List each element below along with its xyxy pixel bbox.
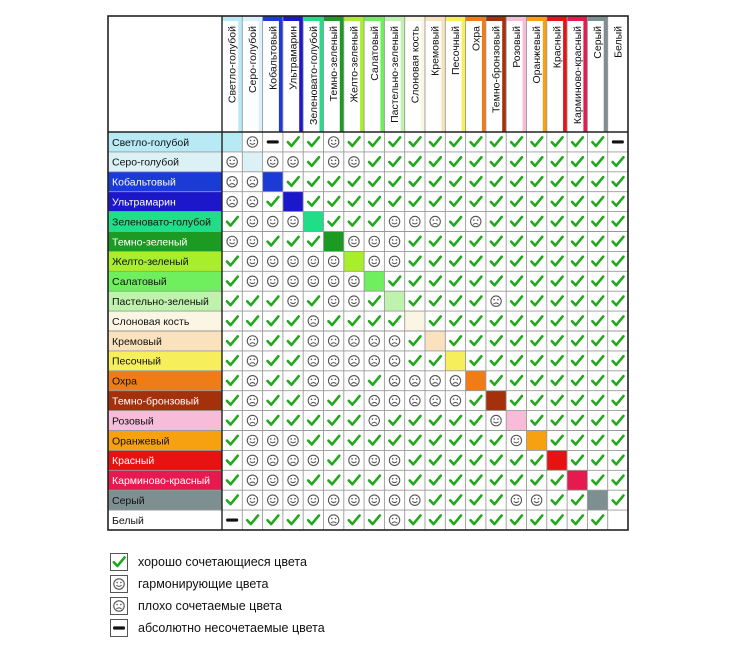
legend-label-poor: плохо сочетаемые цвета: [138, 599, 282, 613]
legend-row-incompatible: [110, 617, 450, 639]
row-header-label: Кобальтовый: [112, 176, 176, 189]
cell-smile-icon: [288, 495, 298, 505]
cell-smile-icon: [247, 256, 257, 266]
diagonal-cell: [242, 152, 262, 172]
cell-smile-icon: [389, 455, 399, 465]
diagonal-cell: [506, 411, 526, 431]
column-color-swatch: [238, 16, 242, 132]
cell-smile-icon: [389, 475, 399, 485]
cell-frown-icon: [227, 196, 237, 206]
cell-smile-icon: [288, 216, 298, 226]
cell-smile-icon: [288, 435, 298, 445]
row-header-label: Зеленовато-голубой: [112, 216, 211, 229]
row-header-label: Розовый: [112, 415, 154, 428]
cell-smile-icon: [247, 435, 257, 445]
cell-frown-icon: [308, 356, 318, 366]
column-color-swatch: [604, 16, 608, 132]
column-header-label: Темно-бронзовый: [490, 26, 503, 114]
cell-dash-icon: [267, 140, 279, 143]
column-header-label: Желто-зеленый: [348, 26, 361, 103]
cell-smile-icon: [349, 236, 359, 246]
diagonal-cell: [324, 232, 344, 252]
cell-smile-icon: [328, 137, 338, 147]
cell-frown-icon: [247, 356, 257, 366]
smile-face-icon-graphic: [111, 576, 127, 592]
row-header-label: Слоновая кость: [112, 315, 190, 328]
row-header-label: Охра: [112, 375, 137, 388]
cell-smile-icon: [349, 495, 359, 505]
column-header-label: Зеленовато-голубой: [307, 26, 320, 125]
column-color-swatch: [380, 16, 384, 132]
cell-smile-icon: [328, 256, 338, 266]
dash-icon: [110, 619, 128, 637]
cell-frown-icon: [410, 395, 420, 405]
column-header-label: Серо-голубой: [246, 26, 259, 94]
diagonal-cell: [466, 371, 486, 391]
cell-frown-icon: [288, 455, 298, 465]
column-color-swatch: [543, 16, 547, 132]
cell-frown-icon: [471, 216, 481, 226]
cell-frown-icon: [430, 376, 440, 386]
diagonal-cell: [364, 271, 384, 291]
cell-frown-icon: [430, 395, 440, 405]
column-color-swatch: [279, 16, 283, 132]
diagonal-cell: [587, 490, 607, 510]
column-color-swatch: [421, 16, 425, 132]
cell-frown-icon: [450, 376, 460, 386]
cell-frown-icon: [389, 515, 399, 525]
cell-frown-icon: [328, 515, 338, 525]
column-header-label: Белый: [612, 26, 625, 58]
legend-label-good: хорошо сочетающиеся цвета: [138, 555, 307, 569]
column-header-label: Охра: [470, 26, 483, 51]
cell-smile-icon: [389, 216, 399, 226]
row-header-label: Серый: [112, 494, 145, 507]
cell-smile-icon: [247, 216, 257, 226]
column-header-label: Пастельно-зеленый: [389, 26, 402, 123]
cell-frown-icon: [328, 336, 338, 346]
cell-frown-icon: [389, 395, 399, 405]
cell-frown-icon: [247, 475, 257, 485]
check-icon: [110, 553, 128, 571]
legend-label-harmonious: гармонирующие цвета: [138, 577, 269, 591]
row-header-label: Красный: [112, 455, 155, 468]
row-header-label: Кремовый: [112, 335, 162, 348]
cell-smile-icon: [328, 495, 338, 505]
cell-frown-icon: [349, 356, 359, 366]
cell-smile-icon: [410, 216, 420, 226]
cell-frown-icon: [247, 395, 257, 405]
diagonal-cell: [344, 251, 364, 271]
cell-smile-icon: [531, 495, 541, 505]
diagonal-cell: [527, 431, 547, 451]
cell-frown-icon: [369, 356, 379, 366]
cell-smile-icon: [369, 455, 379, 465]
legend-row-harmonious: [110, 573, 450, 595]
row-header-label: Салатовый: [112, 276, 167, 289]
column-color-swatch: [502, 16, 506, 132]
cell-smile-icon: [491, 415, 501, 425]
column-color-swatch: [441, 16, 445, 132]
legend-label-incompatible: абсолютно несочетаемые цвета: [138, 621, 325, 635]
column-color-swatch: [523, 16, 527, 132]
column-header-label: Светло-голубой: [226, 26, 239, 104]
diagonal-cell: [384, 291, 404, 311]
cell-smile-icon: [369, 495, 379, 505]
column-header-label: Оранжевый: [531, 26, 544, 84]
dash-icon-graphic: [111, 620, 127, 636]
cell-smile-icon: [308, 276, 318, 286]
column-header-label: Ультрамарин: [287, 26, 300, 90]
column-header-label: Розовый: [510, 26, 523, 68]
cell-frown-icon: [369, 336, 379, 346]
column-header-label: Песочный: [449, 26, 462, 76]
cell-frown-icon: [227, 177, 237, 187]
cell-dash-icon: [612, 140, 624, 143]
diagonal-cell: [547, 450, 567, 470]
cell-frown-icon: [450, 395, 460, 405]
cell-frown-icon: [349, 336, 359, 346]
column-header-label: Серый: [592, 26, 605, 59]
cell-smile-icon: [268, 276, 278, 286]
cell-smile-icon: [308, 455, 318, 465]
cell-smile-icon: [349, 296, 359, 306]
column-color-swatch: [462, 16, 466, 132]
cell-smile-icon: [308, 256, 318, 266]
cell-smile-icon: [389, 236, 399, 246]
cell-smile-icon: [247, 276, 257, 286]
row-header-label: Желто-зеленый: [112, 256, 189, 269]
diagonal-cell: [425, 331, 445, 351]
cell-smile-icon: [268, 157, 278, 167]
cell-frown-icon: [389, 376, 399, 386]
cell-smile-icon: [288, 157, 298, 167]
legend-row-good: [110, 551, 450, 573]
cell-smile-icon: [389, 495, 399, 505]
cell-smile-icon: [268, 216, 278, 226]
cell-frown-icon: [308, 316, 318, 326]
cell-smile-icon: [349, 157, 359, 167]
cell-smile-icon: [349, 455, 359, 465]
cell-frown-icon: [308, 395, 318, 405]
smile-face-icon: [110, 575, 128, 593]
column-header-label: Карминово-красный: [571, 26, 584, 125]
cell-frown-icon: [308, 376, 318, 386]
column-header-label: Красный: [551, 26, 564, 69]
cell-smile-icon: [227, 157, 237, 167]
cell-frown-icon: [328, 376, 338, 386]
cell-smile-icon: [369, 236, 379, 246]
check-icon-graphic: [111, 554, 127, 570]
cell-smile-icon: [511, 495, 521, 505]
cell-smile-icon: [288, 256, 298, 266]
column-color-swatch: [583, 16, 587, 132]
cell-smile-icon: [247, 236, 257, 246]
row-header-label: Темно-бронзовый: [112, 395, 200, 408]
cell-frown-icon: [328, 356, 338, 366]
cell-smile-icon: [349, 276, 359, 286]
diagonal-cell: [608, 510, 628, 530]
diagonal-cell: [222, 132, 242, 152]
diagonal-cell: [445, 351, 465, 371]
row-header-label: Пастельно-зеленый: [112, 295, 209, 308]
row-header-label: Ультрамарин: [112, 196, 176, 209]
row-header-label: Оранжевый: [112, 435, 170, 448]
cell-frown-icon: [308, 336, 318, 346]
cell-frown-icon: [389, 336, 399, 346]
cell-smile-icon: [268, 435, 278, 445]
column-header-label: Салатовый: [368, 26, 381, 81]
row-header-label: Серо-голубой: [112, 156, 180, 169]
column-color-swatch: [482, 16, 486, 132]
cell-frown-icon: [247, 177, 257, 187]
diagonal-cell: [486, 391, 506, 411]
diagonal-cell: [567, 470, 587, 490]
cell-frown-icon: [430, 216, 440, 226]
cell-smile-icon: [511, 435, 521, 445]
cell-frown-icon: [247, 376, 257, 386]
cell-smile-icon: [288, 296, 298, 306]
row-header-label: Песочный: [112, 355, 162, 368]
frown-face-icon: [110, 597, 128, 615]
cell-smile-icon: [268, 495, 278, 505]
cell-frown-icon: [268, 455, 278, 465]
column-color-swatch: [563, 16, 567, 132]
cell-frown-icon: [410, 376, 420, 386]
cell-smile-icon: [328, 157, 338, 167]
cell-smile-icon: [328, 296, 338, 306]
cell-smile-icon: [247, 455, 257, 465]
cell-smile-icon: [308, 495, 318, 505]
cell-smile-icon: [369, 256, 379, 266]
row-header-label: Белый: [112, 514, 144, 527]
cell-frown-icon: [389, 356, 399, 366]
cell-smile-icon: [328, 276, 338, 286]
frown-face-icon-graphic: [111, 598, 127, 614]
cell-smile-icon: [288, 276, 298, 286]
cell-dash-icon: [226, 518, 238, 521]
cell-frown-icon: [491, 296, 501, 306]
row-header-label: Светло-голубой: [112, 136, 190, 149]
cell-smile-icon: [247, 495, 257, 505]
cell-smile-icon: [410, 495, 420, 505]
column-color-swatch: [320, 16, 324, 132]
row-header-label: Темно-зеленый: [112, 236, 188, 249]
column-header-label: Кобальтовый: [267, 26, 280, 90]
cell-frown-icon: [369, 415, 379, 425]
column-header-label: Кремовый: [429, 26, 442, 76]
column-color-swatch: [259, 16, 263, 132]
cell-smile-icon: [268, 475, 278, 485]
column-header-label: Темно-зеленый: [328, 26, 341, 102]
cell-frown-icon: [369, 395, 379, 405]
cell-smile-icon: [389, 256, 399, 266]
column-color-swatch: [360, 16, 364, 132]
cell-smile-icon: [268, 256, 278, 266]
diagonal-cell: [405, 311, 425, 331]
cell-frown-icon: [247, 196, 257, 206]
row-header-label: Карминово-красный: [112, 475, 211, 488]
diagonal-cell: [263, 172, 283, 192]
legend-row-poor: [110, 595, 450, 617]
legend: [110, 551, 450, 639]
cell-frown-icon: [247, 415, 257, 425]
cell-frown-icon: [247, 336, 257, 346]
cell-smile-icon: [247, 137, 257, 147]
diagonal-cell: [303, 212, 323, 232]
column-color-swatch: [299, 16, 303, 132]
column-color-swatch: [340, 16, 344, 132]
cell-smile-icon: [288, 475, 298, 485]
cell-frown-icon: [349, 376, 359, 386]
diagonal-cell: [283, 192, 303, 212]
column-header-label: Слоновая кость: [409, 26, 422, 104]
cell-smile-icon: [227, 236, 237, 246]
column-color-swatch: [401, 16, 405, 132]
